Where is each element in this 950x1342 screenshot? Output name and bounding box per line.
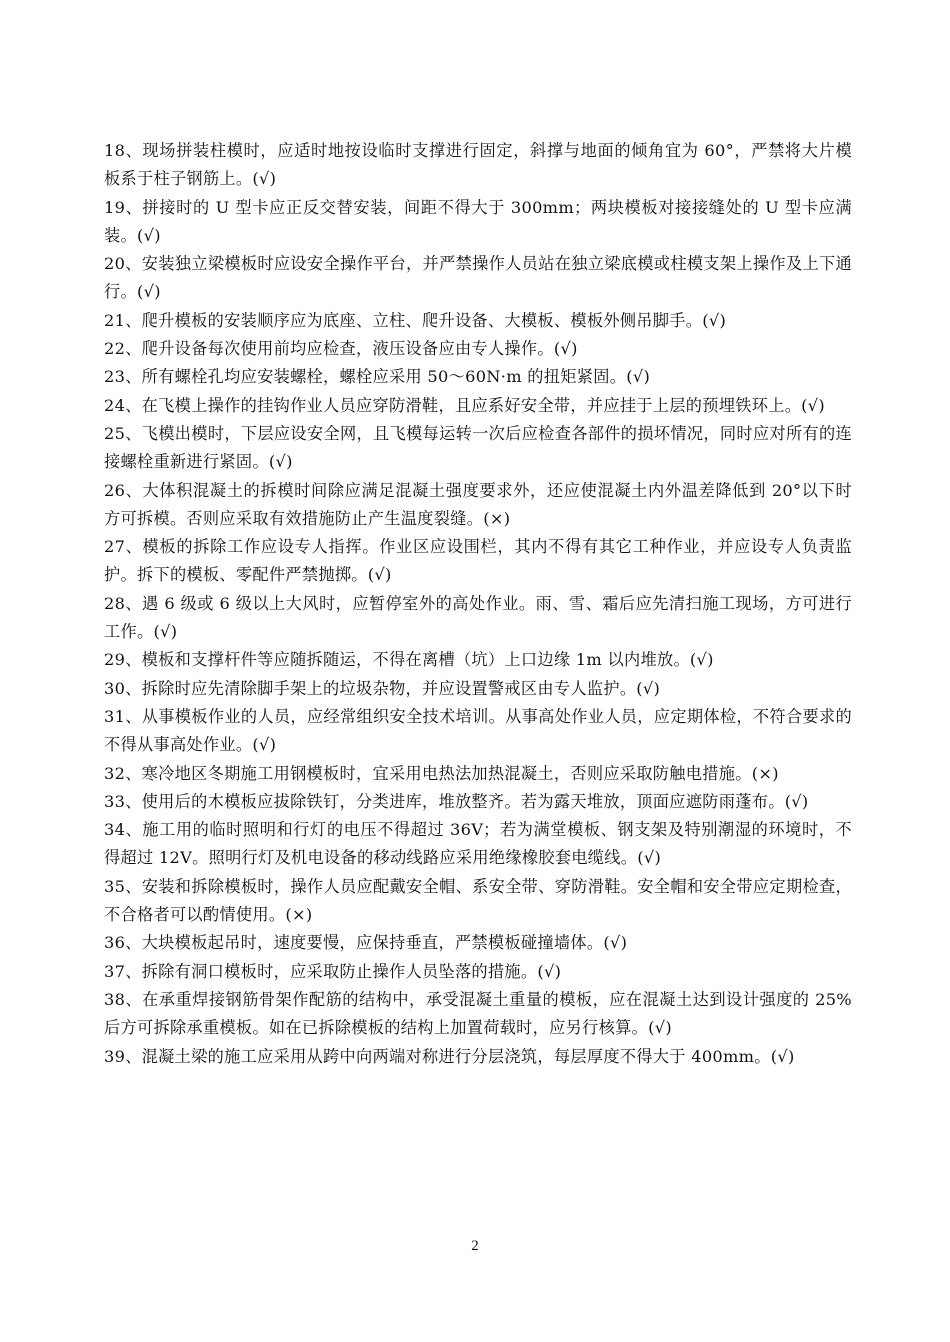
question-27: 27、模板的拆除工作应设专人指挥。作业区应设围栏，其内不得有其它工种作业，并应设专人负责监护。拆下的模板、零配件严禁抛掷。(√) — [104, 537, 852, 585]
question-28: 28、遇 6 级或 6 级以上大风时，应暂停室外的高处作业。雨、雪、霜后应先清扫施工现场，方可进行工作。(√) — [104, 593, 852, 642]
question-39: 39、混凝土梁的施工应采用从跨中向两端对称进行分层浇筑，每层厚度不得大于 400mm。(√) — [104, 1046, 795, 1066]
question-25: 25、飞模出模时，下层应设安全网，且飞模每运转一次后应检查各部件的损坏情况，同时应对所有的连接螺栓重新进行紧固。(√) — [104, 423, 852, 472]
question-26: 26、大体积混凝土的拆模时间除应满足混凝土强度要求外，还应使混凝土内外温差降低到 20°以下时方可拆模。否则应采取有效措施防止产生温度裂缝。(×) — [104, 480, 852, 528]
question-20: 20、安装独立梁模板时应设安全操作平台，并严禁操作人员站在独立梁底模或柱模支架上操作及上下通行。(√) — [104, 254, 852, 302]
question-32: 32、寒冷地区冬期施工用钢模板时，宜采用电热法加热混凝土，否则应采取防触电措施。(×) — [104, 763, 779, 783]
question-30: 30、拆除时应先清除脚手架上的垃圾杂物，并应设置警戒区由专人监护。(√) — [104, 678, 661, 698]
question-23: 23、所有螺栓孔均应安装螺栓，螺栓应采用 50～60N·m 的扭矩紧固。(√) — [104, 367, 651, 387]
question-33: 33、使用后的木模板应拔除铁钉，分类进库，堆放整齐。若为露天堆放，顶面应遮防雨蓬布。(√) — [104, 791, 809, 811]
question-31: 31、从事模板作业的人员，应经常组织安全技术培训。从事高处作业人员，应定期体检，不符合要求的不得从事高处作业。(√) — [104, 706, 852, 755]
question-37: 37、拆除有洞口模板时，应采取防止操作人员坠落的措施。(√) — [104, 961, 562, 981]
question-18: 18、现场拼装柱模时，应适时地按设临时支撑进行固定，斜撑与地面的倾角宜为 60°，严禁将大片模板系于柱子钢筋上。(√) — [104, 141, 852, 189]
question-34: 34、施工用的临时照明和行灯的电压不得超过 36V；若为满堂模板、钢支架及特别潮湿的环境时，不得超过 12V。照明行灯及机电设备的移动线路应采用绝缘橡胶套电缆线。(√) — [104, 820, 852, 868]
question-22: 22、爬升设备每次使用前均应检查，液压设备应由专人操作。(√) — [104, 339, 578, 359]
document-body — [104, 137, 852, 1071]
question-29: 29、模板和支撑杆件等应随拆随运，不得在离槽（坑）上口边缘 1m 以内堆放。(√) — [104, 650, 714, 670]
question-36: 36、大块模板起吊时，速度要慢，应保持垂直，严禁模板碰撞墙体。(√) — [104, 933, 628, 953]
question-21: 21、爬升模板的安装顺序应为底座、立柱、爬升设备、大模板、模板外侧吊脚手。(√) — [104, 310, 727, 330]
question-38: 38、在承重焊接钢筋骨架作配筋的结构中，承受混凝土重量的模板，应在混凝土达到设计强度的 25%后方可拆除承重模板。如在已拆除模板的结构上加置荷载时，应另行核算。(√) — [104, 989, 852, 1038]
page-number: 2 — [471, 1238, 479, 1254]
question-35: 35、安装和拆除模板时，操作人员应配戴安全帽、系安全带、穿防滑鞋。安全帽和安全带应定期检查，不合格者可以酌情使用。(×) — [104, 876, 852, 925]
question-24: 24、在飞模上操作的挂钩作业人员应穿防滑鞋，且应系好安全带，并应挂于上层的预埋铁环上。(√) — [104, 395, 826, 415]
question-19: 19、拼接时的 U 型卡应正反交替安装，间距不得大于 300mm；两块模板对接接缝处的 U 型卡应满装。(√) — [104, 197, 852, 245]
